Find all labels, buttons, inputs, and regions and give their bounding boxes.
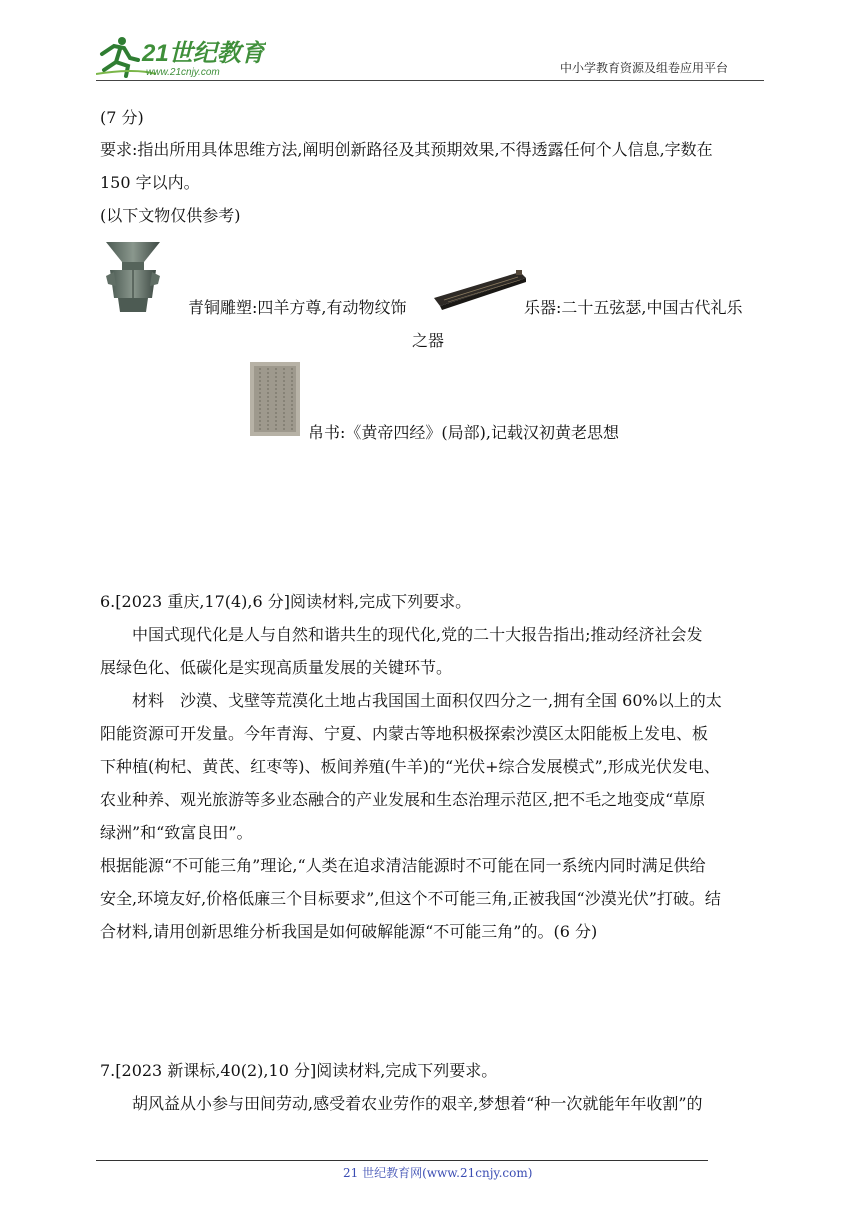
q6-question-line-3: 合材料,请用创新思维分析我国是如何破解能源“不可能三角”的。(6 分) [100,922,598,941]
q6-heading: 6.[2023 重庆,17(4),6 分]阅读材料,完成下列要求。 [100,592,472,611]
q6-material-line-5: 绿洲”和“致富良田”。 [100,823,253,842]
platform-tagline: 中小学教育资源及组卷应用平台 [560,61,729,75]
footer-divider [96,1160,708,1161]
q6-material-line-3: 下种植(枸杞、黄芪、红枣等)、板间养殖(牛羊)的“光伏+综合发展模式”,形成光伏发电、 [100,757,720,776]
q7-heading: 7.[2023 新课标,40(2),10 分]阅读材料,完成下列要求。 [100,1061,498,1080]
bronze-caption: 青铜雕塑:四羊方尊,有动物纹饰 [188,298,407,317]
q7-p1-line-1: 胡风益从小参与田间劳动,感受着农业劳作的艰辛,梦想着“种一次就能年年收割”的 [132,1094,703,1113]
requirement-line-1: 要求:指出所用具体思维方法,阐明创新路径及其预期效果,不得透露任何个人信息,字数在 [100,140,713,159]
silk-caption: 帛书:《黄帝四经》(局部),记载汉初黄老思想 [308,423,619,442]
se-caption-cont: 之器 [412,331,445,350]
q6-p1-line-1: 中国式现代化是人与自然和谐共生的现代化,党的二十大报告指出;推动经济社会发 [132,625,703,644]
site-logo [96,34,266,80]
se-instrument-image [430,264,528,314]
q6-material-line-4: 农业种养、观光旅游等多业态融合的产业发展和生态治理示范区,把不毛之地变成“草原 [100,790,706,809]
reference-note: (以下文物仅供参考) [100,206,241,225]
score-line: (7 分) [100,108,144,127]
q6-material-line-1: 材料 沙漠、戈壁等荒漠化土地占我国国土面积仅四分之一,拥有全国 60%以上的太 [132,691,722,710]
q6-question-line-2: 安全,环境友好,价格低廉三个目标要求”,但这个不可能三角,正被我国“沙漠光伏”打破。结 [100,889,721,908]
q6-question-line-1: 根据能源“不可能三角”理论,“人类在追求清洁能源时不可能在同一系统内同时满足供给 [100,856,706,875]
header-divider [96,80,764,81]
svg-text:www.21cnjy.com: www.21cnjy.com [146,67,220,78]
svg-text:21世纪教育: 21世纪教育 [142,40,265,67]
q6-p1-line-2: 展绿色化、低碳化是实现高质量发展的关键环节。 [100,658,453,677]
runner-logo-icon [96,34,266,80]
se-caption: 乐器:二十五弦瑟,中国古代礼乐 [524,298,743,317]
q6-material-line-2: 阳能资源可开发量。今年青海、宁夏、内蒙古等地积极探索沙漠区太阳能板上发电、板 [100,724,709,743]
requirement-line-2: 150 字以内。 [100,173,200,192]
footer-site-link[interactable]: 21 世纪教育网(www.21cnjy.com) [343,1166,533,1180]
bronze-zun-image [104,240,162,314]
silk-manuscript-image [246,360,304,438]
